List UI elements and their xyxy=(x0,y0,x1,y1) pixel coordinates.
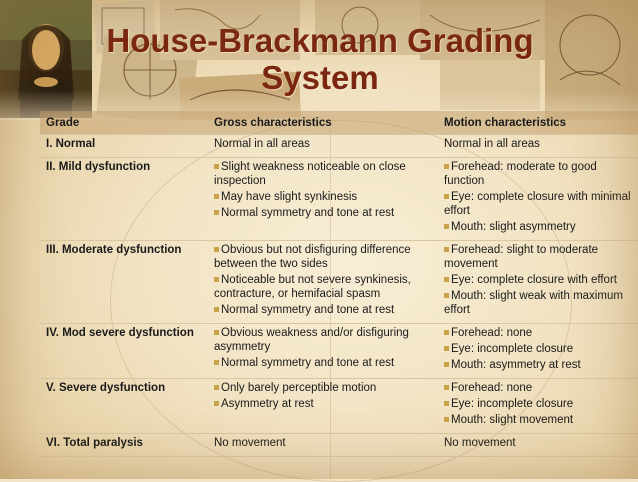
bullet-icon xyxy=(444,164,449,169)
gross-item xyxy=(214,273,432,301)
bullet-icon xyxy=(214,330,219,335)
gross-item xyxy=(214,206,432,220)
motion-text: Forehead: none xyxy=(451,327,533,339)
gross-text: Normal symmetry and tone at rest xyxy=(221,304,395,316)
bullet-icon xyxy=(214,307,219,312)
gross-cell xyxy=(208,434,438,457)
bullet-icon xyxy=(214,385,219,390)
grade-cell: V. Severe dysfunction xyxy=(40,379,208,434)
motion-item xyxy=(444,342,632,356)
gross-text: Normal in all areas xyxy=(214,138,310,150)
motion-item xyxy=(444,289,632,317)
motion-cell xyxy=(438,379,638,434)
motion-item xyxy=(444,436,632,450)
table-row xyxy=(40,158,638,241)
motion-text: Mouth: slight weak with maximum effort xyxy=(444,290,623,316)
title-line-2: System xyxy=(261,59,379,96)
gross-text: Normal symmetry and tone at rest xyxy=(221,207,395,219)
motion-text: Eye: incomplete closure xyxy=(451,343,574,355)
gross-item xyxy=(214,326,432,354)
header-gross: Gross characteristics xyxy=(208,111,438,135)
motion-item xyxy=(444,358,632,372)
motion-cell xyxy=(438,241,638,324)
gross-text: Asymmetry at rest xyxy=(221,398,314,410)
motion-item xyxy=(444,190,632,218)
header-grade: Grade xyxy=(40,111,208,135)
grade-cell: III. Moderate dysfunction xyxy=(40,241,208,324)
gross-cell xyxy=(208,135,438,158)
bullet-icon xyxy=(214,247,219,252)
bullet-icon xyxy=(214,277,219,282)
gross-item xyxy=(214,190,432,204)
motion-text: Forehead: moderate to good function xyxy=(444,161,597,187)
motion-cell xyxy=(438,158,638,241)
gross-text: May have slight synkinesis xyxy=(221,191,358,203)
gross-cell xyxy=(208,158,438,241)
bullet-icon xyxy=(444,293,449,298)
gross-text: Slight weakness noticeable on close inspection xyxy=(214,161,406,187)
motion-cell xyxy=(438,324,638,379)
table-row xyxy=(40,324,638,379)
gross-item xyxy=(214,356,432,370)
motion-item xyxy=(444,220,632,234)
motion-text: Eye: complete closure with effort xyxy=(451,274,617,286)
gross-cell xyxy=(208,241,438,324)
gross-item xyxy=(214,160,432,188)
motion-text: Forehead: slight to moderate movement xyxy=(444,244,599,270)
gross-cell xyxy=(208,379,438,434)
bullet-icon xyxy=(444,224,449,229)
gross-item xyxy=(214,381,432,395)
bullet-icon xyxy=(214,194,219,199)
motion-text: Eye: complete closure with minimal effort xyxy=(444,191,631,217)
slide-title xyxy=(60,22,580,96)
bullet-icon xyxy=(444,330,449,335)
table-row xyxy=(40,434,638,457)
grade-cell: I. Normal xyxy=(40,135,208,158)
grade-cell: II. Mild dysfunction xyxy=(40,158,208,241)
gross-text: Noticeable but not severe synkinesis, contracture, or hemifacial spasm xyxy=(214,274,411,300)
motion-item xyxy=(444,243,632,271)
gross-text: Only barely perceptible motion xyxy=(221,382,377,394)
motion-cell xyxy=(438,434,638,457)
gross-item xyxy=(214,137,432,151)
gross-text: Normal symmetry and tone at rest xyxy=(221,357,395,369)
bullet-icon xyxy=(214,164,219,169)
gross-cell xyxy=(208,324,438,379)
bullet-icon xyxy=(444,346,449,351)
bullet-icon xyxy=(444,362,449,367)
gross-text: Obvious weakness and/or disfiguring asymmetry xyxy=(214,327,409,353)
bullet-icon xyxy=(444,194,449,199)
motion-item xyxy=(444,160,632,188)
bullet-icon xyxy=(444,417,449,422)
grade-cell: VI. Total paralysis xyxy=(40,434,208,457)
motion-text: Mouth: slight asymmetry xyxy=(451,221,576,233)
title-line-1: House-Brackmann Grading xyxy=(106,22,534,59)
bullet-icon xyxy=(214,210,219,215)
gross-text: No movement xyxy=(214,437,286,449)
motion-item xyxy=(444,397,632,411)
bullet-icon xyxy=(214,360,219,365)
gross-item xyxy=(214,397,432,411)
motion-text: Mouth: slight movement xyxy=(451,414,574,426)
table-row xyxy=(40,379,638,434)
bullet-icon xyxy=(444,385,449,390)
gross-item xyxy=(214,303,432,317)
motion-item xyxy=(444,273,632,287)
bullet-icon xyxy=(444,247,449,252)
motion-item xyxy=(444,326,632,340)
motion-item xyxy=(444,137,632,151)
gross-text: Obvious but not disfiguring difference between the two sides xyxy=(214,244,411,270)
motion-item xyxy=(444,381,632,395)
header-motion: Motion characteristics xyxy=(438,111,638,135)
table-header-row xyxy=(40,111,638,135)
house-brackmann-table xyxy=(40,111,638,457)
table-row xyxy=(40,241,638,324)
bullet-icon xyxy=(444,401,449,406)
motion-text: Forehead: none xyxy=(451,382,533,394)
table-row xyxy=(40,135,638,158)
motion-item xyxy=(444,413,632,427)
bullet-icon xyxy=(214,401,219,406)
motion-text: Eye: incomplete closure xyxy=(451,398,574,410)
motion-text: Mouth: asymmetry at rest xyxy=(451,359,581,371)
grade-cell: IV. Mod severe dysfunction xyxy=(40,324,208,379)
gross-item xyxy=(214,243,432,271)
motion-text: No movement xyxy=(444,437,516,449)
bullet-icon xyxy=(444,277,449,282)
gross-item xyxy=(214,436,432,450)
motion-text: Normal in all areas xyxy=(444,138,540,150)
motion-cell xyxy=(438,135,638,158)
